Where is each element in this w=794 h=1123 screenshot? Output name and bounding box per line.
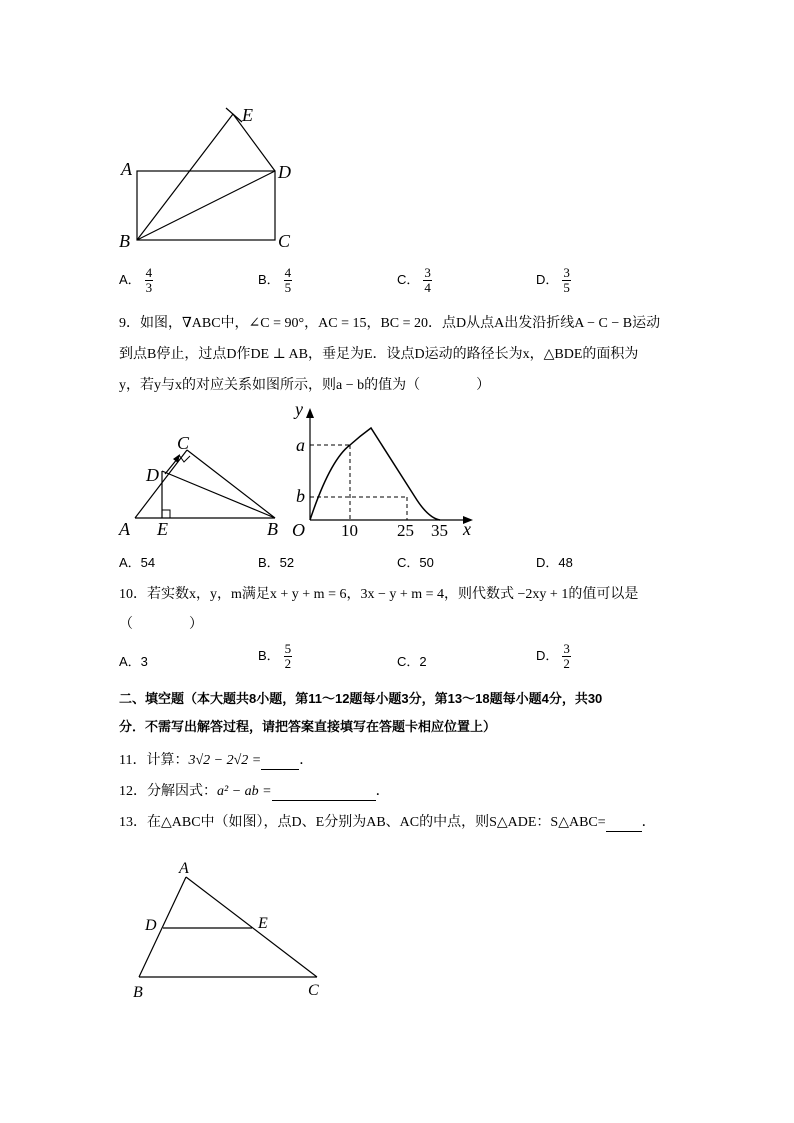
label-B: B <box>267 519 278 539</box>
q10-option-c: C．2 <box>397 654 427 669</box>
q10-line-1: 10．若实数x，y，m满足x + y + m = 6，3x − y + m = 4，则代数式 −2xy + 1的值可以是 <box>119 587 639 602</box>
q9-option-c: C．50 <box>397 555 434 570</box>
origin-label: O <box>292 520 305 540</box>
label-A: A <box>121 159 132 179</box>
q9-line-2: 到点B停止，过点D作DE ⊥ AB，垂足为E．设点D运动的路径长为x，△BDE的面积为 <box>119 347 639 362</box>
label-E: E <box>242 105 253 125</box>
answer-blank[interactable] <box>261 753 299 770</box>
label-B: B <box>119 231 130 251</box>
q11: 11．计算：3√2 − 2√2 = ． <box>119 753 314 768</box>
q10-option-d: D． $\frac{3}{2}$ <box>536 641 570 671</box>
section-2-heading-line-1: 二、填空题（本大题共8小题，第11～12题每小题3分，第13～18题每小题4分，共30 <box>119 691 603 706</box>
label-E: E <box>258 915 268 932</box>
q10-option-b: B． $\frac{5}{2}$ <box>258 641 292 671</box>
q9-option-d: D．48 <box>536 555 573 570</box>
q9-line-1: 9．如图，∇ABC中，∠C = 90°，AC = 15，BC = 20．点D从点A出发沿折线A − C − B运动 <box>119 316 661 331</box>
q9-option-b: B．52 <box>258 555 295 570</box>
label-D: D <box>278 162 291 182</box>
label-A: A <box>119 519 130 539</box>
label-E: E <box>157 519 168 539</box>
q10-option-a: A．3 <box>119 654 148 669</box>
label-A: A <box>179 860 189 877</box>
tick-10: 10 <box>341 521 358 540</box>
q10-line-2: （ ） <box>119 617 203 632</box>
tick-35: 35 <box>431 521 448 540</box>
figure-q13-triangle <box>125 852 335 1007</box>
q13: 13．在△ABC中（如图），点D、E分别为AB、AC的中点，则S△ADE：S△ABC= ． <box>119 815 656 830</box>
q8-option-b: B． $\frac{4}{5}$ <box>258 265 292 295</box>
tick-a: a <box>296 435 305 455</box>
label-D: D <box>145 917 157 934</box>
tick-25: 25 <box>397 521 414 540</box>
axis-x-label: x <box>463 519 471 539</box>
q9-option-a: A．54 <box>119 555 156 570</box>
figure-q8-rectangle <box>110 100 310 255</box>
label-D: D <box>146 465 159 485</box>
figure-q9-graph <box>285 400 485 545</box>
axis-y-label: y <box>295 399 303 419</box>
label-C: C <box>278 231 291 251</box>
label-B: B <box>133 984 143 1001</box>
q8-option-d: D． $\frac{3}{5}$ <box>536 265 570 295</box>
figure-q9-triangle <box>115 432 295 542</box>
q8-option-a: A． $\frac{4}{3}$ <box>119 265 153 295</box>
answer-blank[interactable] <box>272 784 376 801</box>
label-C: C <box>308 982 319 999</box>
section-2-heading-line-2: 分．不需写出解答过程，请把答案直接填写在答题卡相应位置上） <box>119 719 497 734</box>
q9-line-3: y，若y与x的对应关系如图所示，则a − b的值为（ ） <box>119 378 491 393</box>
answer-blank[interactable] <box>606 815 642 832</box>
q12: 12．分解因式：a² − ab = ． <box>119 784 390 799</box>
q8-option-c: C． $\frac{3}{4}$ <box>397 265 431 295</box>
label-C: C <box>177 433 190 453</box>
tick-b: b <box>296 486 305 506</box>
